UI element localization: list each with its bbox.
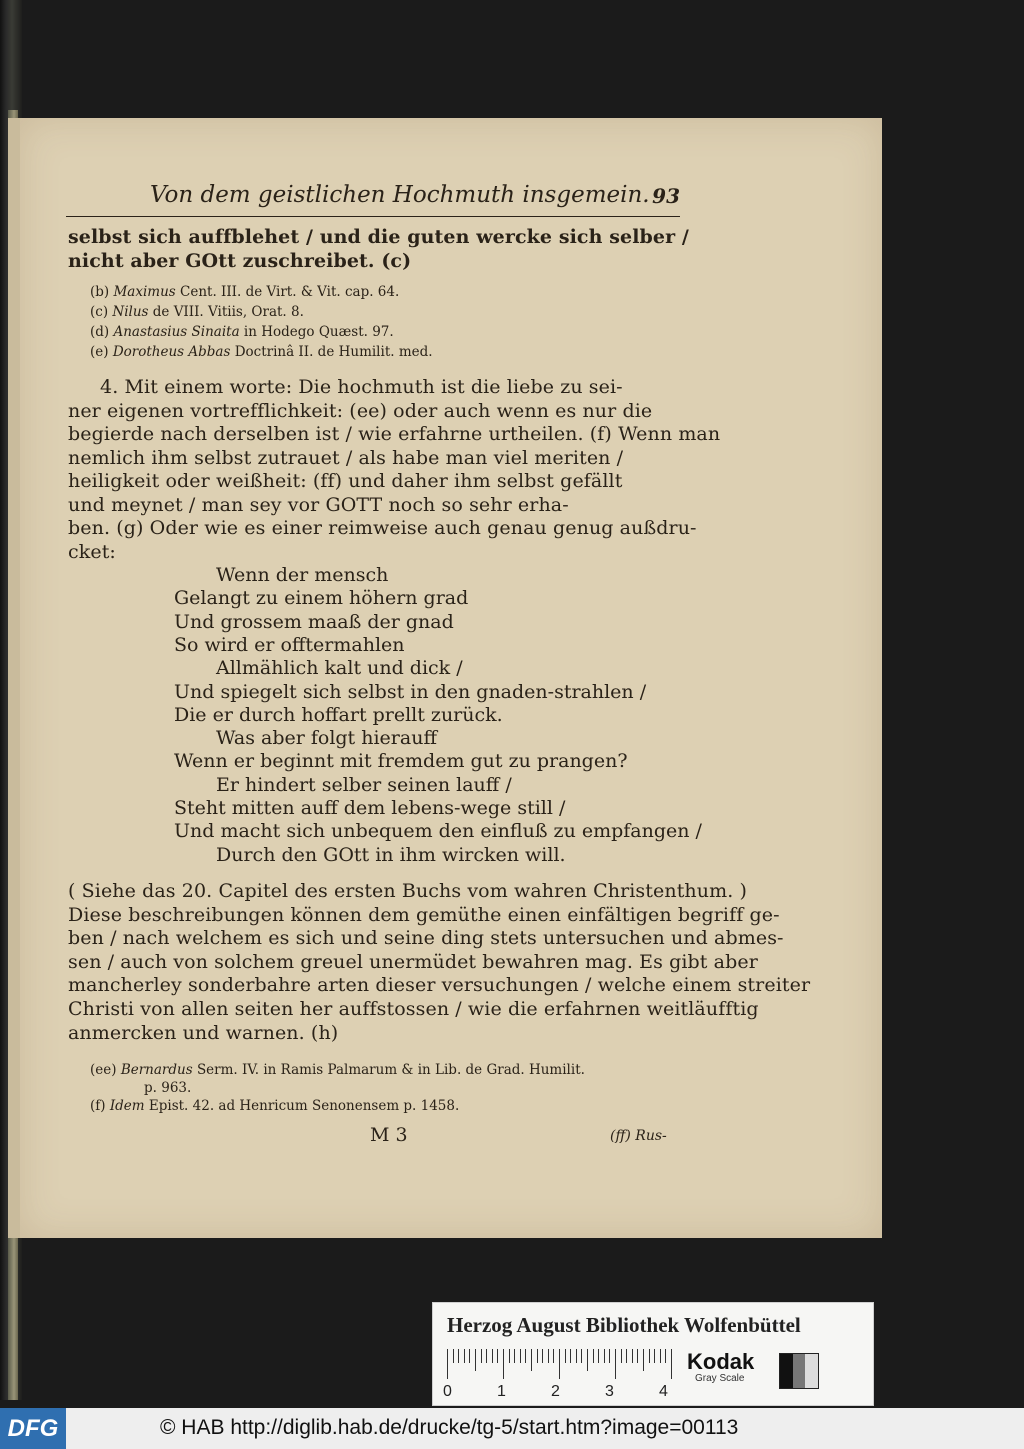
card-title: Herzog August Bibliothek Wolfenbüttel	[447, 1313, 801, 1337]
footnote-mark: (b)	[90, 284, 114, 300]
ruler-tick	[615, 1349, 616, 1379]
ruler-tick	[643, 1349, 644, 1371]
header-rule	[66, 216, 680, 217]
ruler-tick	[531, 1349, 532, 1371]
ruler-number: 1	[497, 1383, 506, 1400]
paragraph-line: nemlich ihm selbst zutrauet / als habe man viel meriten /	[68, 446, 624, 469]
ruler-tick	[503, 1349, 504, 1379]
gray-scale-patches	[779, 1353, 819, 1389]
ruler-tick	[537, 1349, 538, 1363]
ruler-tick	[587, 1349, 588, 1371]
ruler-tick	[548, 1349, 549, 1363]
body-line: nicht aber GOtt zuschreibet. (c)	[68, 250, 412, 272]
footnote-author: Maximus	[113, 284, 180, 300]
footnote-author: Dorotheus Abbas	[112, 344, 235, 360]
ruler-tick	[626, 1349, 627, 1363]
footnote	[90, 344, 433, 360]
color-scale-card	[432, 1302, 874, 1406]
verse-line: Wenn er beginnt mit fremdem gut zu prangen?	[174, 750, 628, 773]
paragraph-line: ( Siehe das 20. Capitel des ersten Buchs vom wahren Christenthum. )	[68, 880, 748, 902]
verse-line: Durch den GOtt in ihm wircken will.	[216, 843, 566, 866]
copyright-link[interactable]: © HAB http://diglib.hab.de/drucke/tg-5/start.htm?image=00113	[160, 1416, 739, 1439]
verse-line: Er hindert selber seinen lauff /	[216, 773, 512, 796]
footnote	[90, 1062, 585, 1078]
ruler-tick	[464, 1349, 465, 1363]
paragraph-line: mancherley sonderbahre arten dieser versuchungen / welche einem streiter	[68, 974, 811, 997]
paragraph-line: 4. Mit einem worte: Die hochmuth ist die liebe zu sei-	[100, 376, 623, 398]
kodak-logo: Kodak	[687, 1349, 755, 1374]
signature-mark: M 3	[370, 1124, 408, 1146]
paragraph-line: begierde nach derselben ist / wie erfahrne urtheilen. (f) Wenn man	[68, 423, 721, 445]
ruler-scale	[447, 1349, 683, 1379]
ruler-tick	[665, 1349, 666, 1363]
footnote-reference: in Hodego Quæst. 97.	[243, 324, 394, 340]
ruler-tick	[509, 1349, 510, 1363]
ruler-tick	[559, 1349, 560, 1379]
footnote-mark: (e)	[90, 344, 113, 360]
ruler-number: 0	[443, 1383, 452, 1400]
running-title: Von dem geistlichen Hochmuth insgemein.	[150, 182, 650, 208]
ruler-tick	[447, 1349, 448, 1379]
verse-line: Wenn der mensch	[216, 564, 389, 586]
ruler-tick	[671, 1349, 672, 1379]
footnote	[90, 284, 399, 300]
footnote-author: Anastasius Sinaita	[113, 324, 244, 340]
footnote-author: Bernardus	[120, 1062, 197, 1078]
ruler-tick	[525, 1349, 526, 1363]
ruler-tick	[453, 1349, 454, 1363]
page-number: 93	[652, 184, 680, 208]
verse-line: Allmählich kalt und dick /	[216, 657, 463, 680]
ruler-tick	[632, 1349, 633, 1363]
ruler-tick	[542, 1349, 543, 1363]
paragraph-line: heiligkeit oder weißheit: (ff) und daher ihm selbst gefällt	[68, 470, 623, 492]
ruler-tick	[654, 1349, 655, 1363]
verse-line: Und spiegelt sich selbst in den gnaden-strahlen /	[174, 680, 647, 703]
dfg-logo: DFG	[0, 1408, 66, 1449]
ruler-tick	[565, 1349, 566, 1363]
ruler-tick	[660, 1349, 661, 1363]
footnote-mark: (ee)	[90, 1062, 121, 1078]
ruler-tick	[598, 1349, 599, 1363]
paragraph-line: Diese beschreibungen können dem gemüthe einen einfältigen begriff ge-	[68, 903, 780, 926]
footnote-mark: (f)	[90, 1098, 110, 1114]
body-line: selbst sich auffblehet / und die guten wercke sich selber /	[68, 226, 689, 248]
ruler-tick	[514, 1349, 515, 1363]
verse-line: Und grossem maaß der gnad	[174, 610, 454, 633]
running-header	[150, 180, 680, 214]
ruler-tick	[576, 1349, 577, 1363]
verse-line: Steht mitten auff dem lebens-wege still /	[174, 797, 566, 819]
ruler-tick	[475, 1349, 476, 1371]
footnote-author: Nilus	[112, 304, 153, 320]
footnote-reference: de VIII. Vitiis, Orat. 8.	[152, 304, 304, 320]
verse-line: Gelangt zu einem höhern grad	[174, 587, 469, 610]
ruler-tick	[486, 1349, 487, 1363]
footnote	[90, 304, 304, 320]
ruler-number: 3	[605, 1383, 614, 1400]
ruler-tick	[458, 1349, 459, 1363]
ruler-tick	[604, 1349, 605, 1363]
ruler-tick	[621, 1349, 622, 1363]
verse-line: Und macht sich unbequem den einfluß zu empfangen /	[174, 820, 702, 843]
verse-line: Was aber folgt hierauff	[216, 727, 437, 750]
footnote-author: Idem	[109, 1098, 149, 1114]
footnote	[90, 324, 394, 340]
paragraph-line: cket:	[68, 540, 116, 563]
ruler-tick	[553, 1349, 554, 1363]
ruler-number: 2	[551, 1383, 560, 1400]
verse-line: Die er durch hoffart prellt zurück.	[174, 703, 503, 726]
footnote-mark: (c)	[90, 304, 113, 320]
ruler-tick	[649, 1349, 650, 1363]
ruler-tick	[570, 1349, 571, 1363]
footnote-reference: Cent. III. de Virt. & Vit. cap. 64.	[180, 284, 400, 300]
ruler-tick	[481, 1349, 482, 1363]
ruler-tick	[581, 1349, 582, 1363]
footnote	[144, 1080, 191, 1096]
ruler-tick	[609, 1349, 610, 1363]
paragraph-line: Christi von allen seiten her auffstossen / wie die erfahrnen weitläufftig	[68, 998, 759, 1020]
footnote-reference: Doctrinâ II. de Humilit. med.	[234, 344, 433, 360]
ruler-tick	[469, 1349, 470, 1363]
footnote-mark: (d)	[90, 324, 114, 340]
gray-scale-label: Gray Scale	[695, 1373, 745, 1384]
footnote-reference: p. 963.	[144, 1080, 192, 1096]
footnote-reference: Epist. 42. ad Henricum Senonensem p. 1458.	[148, 1098, 460, 1114]
ruler-number: 4	[659, 1383, 668, 1400]
paragraph-line: sen / auch von solchem greuel unermüdet bewahren mag. Es gibt aber	[68, 950, 758, 973]
verse-line: So wird er offtermahlen	[174, 633, 405, 656]
footnote-reference: Serm. IV. in Ramis Palmarum & in Lib. de Grad. Humilit.	[196, 1062, 585, 1078]
paragraph-line: und meynet / man sey vor GOTT noch so sehr erha-	[68, 493, 569, 516]
ruler-tick	[520, 1349, 521, 1363]
ruler-tick	[492, 1349, 493, 1363]
paragraph-line: anmercken und warnen. (h)	[68, 1021, 339, 1044]
ruler-tick	[593, 1349, 594, 1363]
ruler-tick	[637, 1349, 638, 1363]
footnote	[90, 1098, 459, 1114]
paragraph-line: ben / nach welchem es sich und seine ding stets untersuchen und abmes-	[68, 927, 784, 950]
catchword: (ff) Rus-	[610, 1128, 667, 1144]
paragraph-line: ner eigenen vortrefflichkeit: (ee) oder auch wenn es nur die	[68, 399, 653, 422]
paragraph-line: ben. (g) Oder wie es einer reimweise auch genau genug außdru-	[68, 517, 697, 539]
ruler-tick	[497, 1349, 498, 1363]
